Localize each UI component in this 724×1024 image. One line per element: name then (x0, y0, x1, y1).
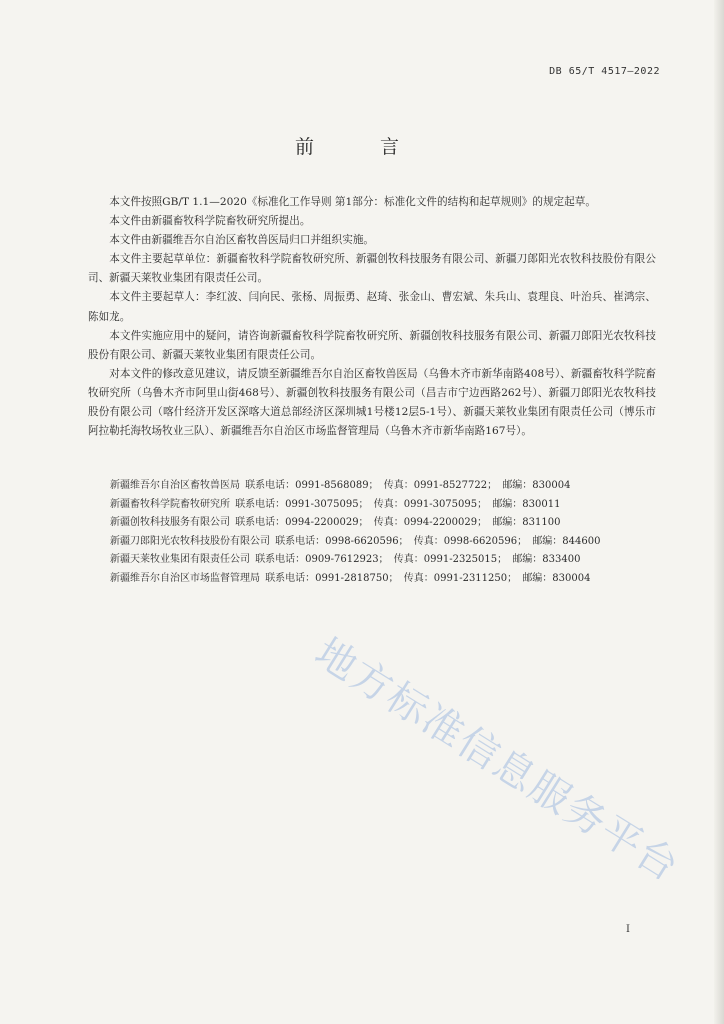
foreword-body (88, 193, 656, 441)
contact-line (88, 533, 656, 552)
contact-phone: 联系电话：0994-2200029； (235, 517, 369, 529)
paragraph-administrator: 本文件由新疆维吾尔自治区畜牧兽医局归口并组织实施。 (109, 234, 375, 247)
contact-line (88, 496, 656, 515)
contact-post: 邮编：831100 (492, 517, 561, 529)
contact-phone: 联系电话：0991-8568089； (245, 480, 379, 491)
contact-fax: 传真：0994-2200029； (373, 517, 488, 529)
contact-org: 新疆畜牧科学院畜牧研究所 (110, 498, 230, 510)
contact-org: 新疆维吾尔自治区畜牧兽医局 (110, 480, 240, 491)
contact-fax: 传真：0998-6620596； (413, 535, 528, 547)
contact-org: 新疆刀郎阳光农牧科技股份有限公司 (110, 535, 270, 547)
contact-line (88, 514, 656, 533)
paragraph-drafters: 本文件主要起草人：李红波、闫向民、张杨、周振勇、赵琦、张金山、曹宏斌、朱兵山、袁理良、叶治兵、崔鸿宗、陈如龙。 (88, 291, 656, 323)
paragraph-inquiries: 本文件实施应用中的疑问，请咨询新疆畜牧科学院畜牧研究所、新疆创牧科技服务有限公司、新疆刀郎阳光农牧科技股份有限公司、新疆天莱牧业集团有限责任公司。 (88, 329, 656, 361)
contact-line (88, 477, 656, 496)
contact-list (88, 477, 656, 589)
paragraph-proposer: 本文件由新疆畜牧科学院畜牧研究所提出。 (109, 215, 311, 228)
contact-post: 邮编：844600 (532, 535, 601, 547)
contact-fax: 传真：0991-2311250； (403, 572, 518, 584)
paragraph-drafting-units: 本文件主要起草单位：新疆畜牧科学院畜牧研究所、新疆创牧科技服务有限公司、新疆刀郎阳光农牧科技股份有限公司、新疆天莱牧业集团有限责任公司。 (88, 253, 656, 285)
section-title: 前 言 (294, 136, 430, 158)
paragraph-feedback: 对本文件的修改意见建议，请反馈至新疆维吾尔自治区畜牧兽医局（乌鲁木齐市新华南路408号）、新疆畜牧科学院畜牧研究所（乌鲁木齐市阿里山街468号）、新疆创牧科技服务有限公司（昌吉市宁边西路262号）、新疆刀郎阳光农牧科技股份有限公司（喀什经济开发区深喀大道总部经济区深圳城1号楼12层5-1号）、新疆天莱牧业集团有限责任公司（博乐市阿拉勒托海牧场牧业三队）、新疆维吾尔自治区市场监督管理局（乌鲁木齐市新华南路167号）。 (88, 367, 656, 438)
contact-org: 新疆维吾尔自治区市场监督管理局 (110, 572, 260, 584)
watermark-text: 地方标准信息服务平台 (306, 629, 688, 892)
contact-phone: 联系电话：0909-7612923； (255, 554, 389, 566)
contact-phone: 联系电话：0998-6620596； (275, 535, 409, 547)
contact-phone: 联系电话：0991-2818750； (265, 572, 399, 584)
contact-phone: 联系电话：0991-3075095； (235, 498, 369, 510)
contact-post: 邮编：833400 (512, 554, 581, 566)
contact-fax: 传真：0991-2325015； (393, 554, 508, 566)
standard-code: DB 65/T 4517—2022 (549, 66, 660, 77)
contact-post: 邮编：830004 (522, 572, 591, 584)
page-number: I (626, 924, 630, 935)
contact-line (88, 570, 656, 589)
contact-org: 新疆创牧科技服务有限公司 (110, 517, 230, 529)
contact-fax: 传真：0991-8527722； (383, 480, 498, 491)
paragraph-drafting-rules: 本文件按照GB/T 1.1—2020《标准化工作导则 第1部分：标准化文件的结构和起草规则》的规定起草。 (109, 196, 596, 208)
contact-post: 邮编：830004 (502, 480, 571, 491)
contact-org: 新疆天莱牧业集团有限责任公司 (110, 554, 250, 566)
contact-line (88, 551, 656, 570)
contact-fax: 传真：0991-3075095； (373, 498, 488, 510)
contact-post: 邮编：830011 (492, 498, 561, 510)
